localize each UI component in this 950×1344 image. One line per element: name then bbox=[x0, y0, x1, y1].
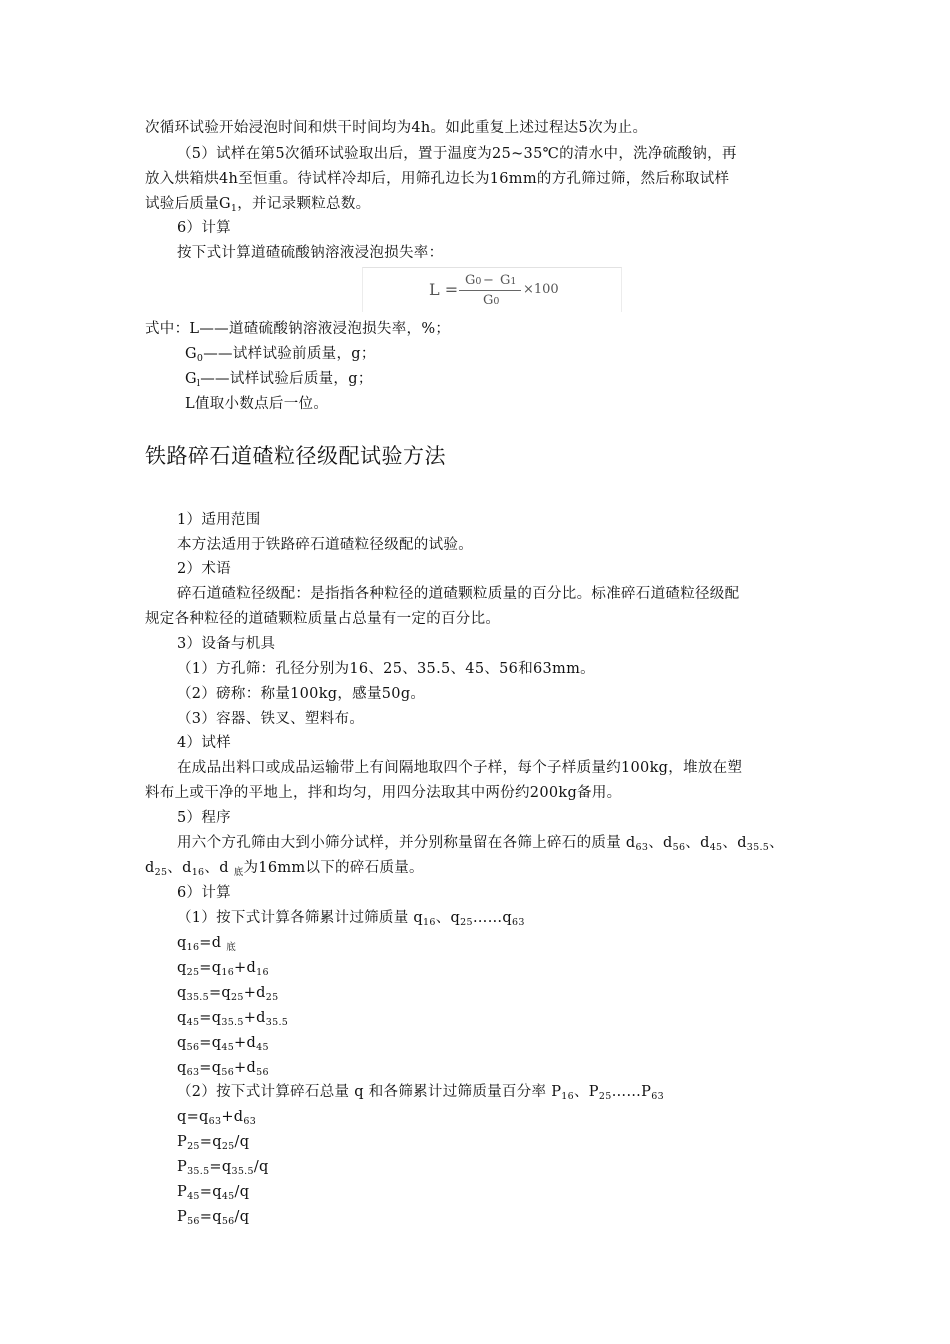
paragraph-line: 规定各种粒径的道碴颗粒质量占总量有一定的百分比。 bbox=[145, 611, 501, 627]
equation: $q_{16}=d$ $_底$ bbox=[177, 935, 237, 953]
equation: $P_{35.5}=q_{35.5}/q$ bbox=[177, 1159, 269, 1177]
paragraph-line: 料布上或干净的平地上，拌和均匀，用四分法取其中两份约200kg备用。 bbox=[145, 785, 622, 801]
section-label: 1）适用范围 bbox=[177, 512, 261, 528]
list-item: （1）方孔筛：孔径分别为16、25、35.5、45、56和63mm。 bbox=[177, 661, 595, 677]
paragraph-line: 用六个方孔筛由大到小筛分试样，并分别称量留在各筛上碎石的质量 $d_{63}$、$d_{56}$、$d_{45}$、$d_{35.5}$、 bbox=[177, 835, 784, 853]
equation: $q_{35.5}=q_{25}+d_{25}$ bbox=[177, 985, 279, 1003]
list-item: （2）磅称：称量100kg，感量50g。 bbox=[177, 686, 426, 702]
section-label: 6）计算 bbox=[177, 885, 231, 901]
equation: $q_{63}=q_{56}+d_{56}$ bbox=[177, 1060, 269, 1078]
paragraph-line: （5）试样在第5次循环试验取出后，置于温度为25~35℃的清水中，洗净硫酸钠，再 bbox=[177, 146, 737, 162]
paragraph-line: 式中：L——道碴硫酸钠溶液浸泡损失率，%； bbox=[145, 321, 451, 337]
section-label: 2）术语 bbox=[177, 561, 231, 577]
paragraph-line: 放入烘箱烘4h至恒重。待试样冷却后，用筛孔边长为16mm的方孔筛过筛，然后称取试样 bbox=[145, 171, 730, 187]
equation: $q_{45}=q_{35.5}+d_{35.5}$ bbox=[177, 1010, 289, 1028]
equation: $q_{56}=q_{45}+d_{45}$ bbox=[177, 1035, 269, 1053]
section-heading: 铁路碎石道碴粒径级配试验方法 bbox=[145, 444, 446, 468]
paragraph-line: $G_0——$试样试验前质量，g； bbox=[185, 346, 376, 364]
fraction-bar bbox=[459, 290, 521, 291]
equation: $P_{56}=q_{56}/q$ bbox=[177, 1209, 250, 1227]
equation: $P_{25}=q_{25}/q$ bbox=[177, 1134, 250, 1152]
formula-image: L = G0 − G1 G0 ×100 bbox=[362, 267, 622, 312]
paragraph-line: L值取小数点后一位。 bbox=[185, 396, 329, 412]
list-item: （2）按下式计算碎石总量 q 和各筛累计过筛质量百分率 $P_{16}$、$P_{25}\dots\dots P_{63}$ bbox=[177, 1084, 664, 1102]
paragraph-line: 试验后质量$G_1$，并记录颗粒总数。 bbox=[145, 196, 371, 214]
paragraph-line: 按下式计算道碴硫酸钠溶液浸泡损失率： bbox=[177, 245, 444, 261]
section-label: 4）试样 bbox=[177, 735, 231, 751]
list-item: （1）按下式计算各筛累计过筛质量 $q_{16}$、$q_{25}\dots\dots q_{63}$ bbox=[177, 910, 525, 928]
list-item: （3）容器、铁叉、塑料布。 bbox=[177, 711, 365, 727]
paragraph-line: $G_l——$试样试验后质量，g； bbox=[185, 371, 373, 389]
paragraph-line: 在成品出料口或成品运输带上有间隔地取四个子样，每个子样质量约100kg，堆放在塑 bbox=[177, 760, 743, 776]
equation: $q_{25}=q_{16}+d_{16}$ bbox=[177, 960, 269, 978]
paragraph-line: 碎石道碴粒径级配：是指指各种粒径的道碴颗粒质量的百分比。标准碎石道碴粒径级配 bbox=[177, 586, 740, 602]
equation: $q=q_{63}+d_{63}$ bbox=[177, 1109, 257, 1127]
equation: $P_{45}=q_{45}/q$ bbox=[177, 1184, 250, 1202]
section-label: 6）计算 bbox=[177, 220, 231, 236]
paragraph-line: 本方法适用于铁路碎石道碴粒径级配的试验。 bbox=[177, 537, 473, 553]
section-label: 5）程序 bbox=[177, 810, 231, 826]
section-label: 3）设备与机具 bbox=[177, 636, 276, 652]
paragraph-line: 次循环试验开始浸泡时间和烘干时间均为4h。如此重复上述过程达5次为止。 bbox=[145, 120, 648, 136]
paragraph-line: $d_{25}$、$d_{16}$、d $_底$为16mm以下的碎石质量。 bbox=[145, 860, 424, 878]
